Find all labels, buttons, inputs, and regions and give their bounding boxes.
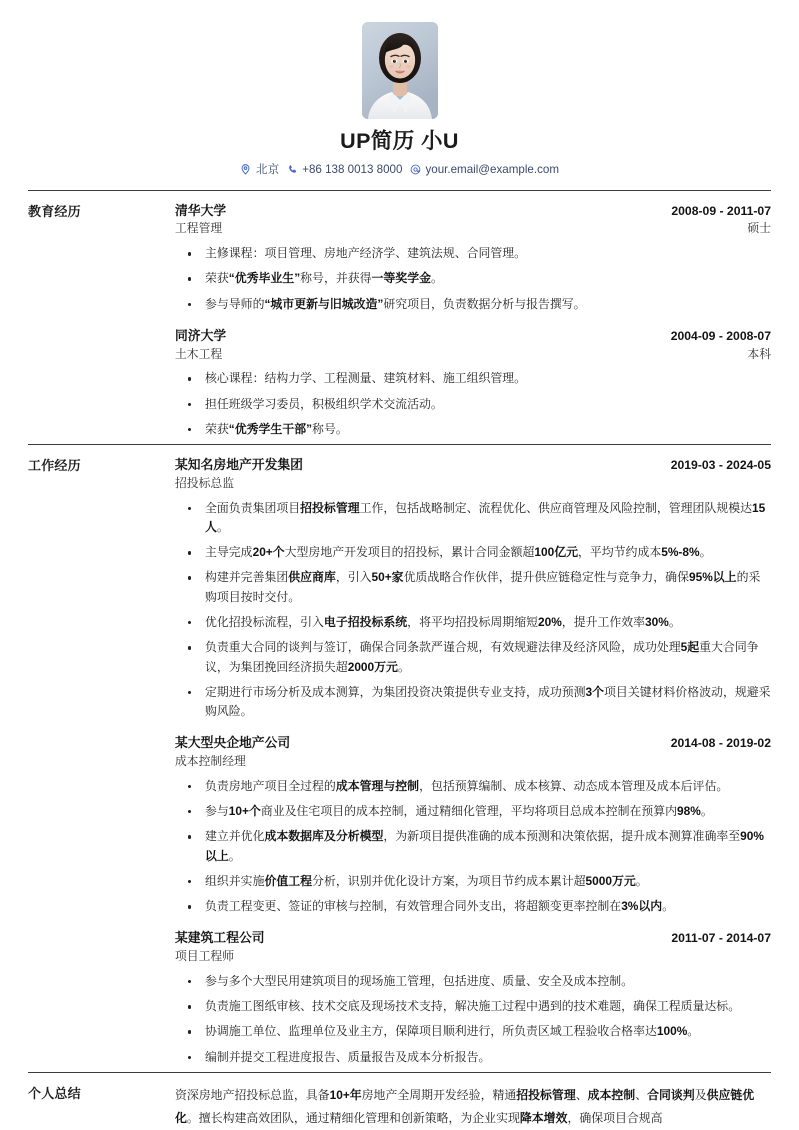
email-at-icon (409, 164, 421, 176)
entry-title-row (175, 202, 771, 221)
section-label: 个人总结 (28, 1085, 81, 1101)
section-body (175, 202, 771, 439)
entry-subtitle-row (175, 753, 771, 771)
entry-bullet-list (175, 499, 771, 722)
entry-date: 2011-07 - 2014-07 (671, 931, 771, 946)
entry-bullet: 核心课程：结构力学、工程测量、建筑材料、施工组织管理。 (175, 369, 771, 388)
section-label: 工作经历 (28, 458, 81, 474)
entry-title: 某大型央企地产公司 (175, 735, 291, 751)
phone-icon (286, 164, 298, 176)
entry-bullet: 组织并实施价值工程分析，识别并优化设计方案，为项目节约成本累计超5000万元。 (175, 872, 771, 891)
section-body (175, 456, 771, 1067)
entry-bullet: 负责房地产项目全过程的成本管理与控制，包括预算编制、成本核算、动态成本管理及成本后评估。 (175, 777, 771, 796)
entry-bullet: 担任班级学习委员，积极组织学术交流活动。 (175, 395, 771, 414)
location-pin-icon (240, 164, 252, 176)
entry-bullet: 荣获“优秀学生干部”称号。 (175, 420, 771, 439)
entry-title-row (175, 734, 771, 753)
resume-section (28, 1072, 771, 1129)
entry-bullet: 优化招投标流程，引入电子招投标系统，将平均招投标周期缩短20%，提升工作效率30%。 (175, 613, 771, 632)
entry-title-row (175, 456, 771, 475)
entry-subtitle-row (175, 220, 771, 238)
entry-bullet: 负责施工图纸审核、技术交底及现场技术支持，解决施工过程中遇到的技术难题，确保工程质量达标。 (175, 997, 771, 1016)
resume-entry (175, 929, 771, 1067)
contact-location (240, 164, 279, 176)
entry-subtitle: 成本控制经理 (175, 754, 246, 769)
contact-phone-text: +86 138 0013 8000 (302, 163, 403, 176)
entry-bullet: 参与10+个商业及住宅项目的成本控制，通过精细化管理，平均将项目总成本控制在预算内98%。 (175, 802, 771, 821)
entry-subtitle-row (175, 948, 771, 966)
entry-subtitle: 土木工程 (175, 346, 223, 361)
section-label: 教育经历 (28, 203, 81, 219)
entry-bullet: 编制并提交工程进度报告、质量报告及成本分析报告。 (175, 1048, 771, 1067)
resume-entry (175, 202, 771, 314)
entry-meta: 硕士 (747, 221, 771, 236)
entry-subtitle-row (175, 475, 771, 493)
entry-bullet: 构建并完善集团供应商库，引入50+家优质战略合作伙伴，提升供应链稳定性与竞争力，确保95%以上的采购项目按时交付。 (175, 568, 771, 607)
entry-bullet: 参与导师的“城市更新与旧城改造”研究项目，负责数据分析与报告撰写。 (175, 295, 771, 314)
resume-sections (28, 190, 771, 1129)
resume-section (28, 444, 771, 1067)
entry-bullet-list (175, 777, 771, 917)
entry-subtitle: 工程管理 (175, 221, 223, 236)
entry-title: 某建筑工程公司 (175, 930, 265, 946)
entry-title: 清华大学 (175, 202, 227, 218)
contact-location-text: 北京 (255, 163, 280, 176)
entry-date: 2014-08 - 2019-02 (670, 736, 771, 751)
contact-email-text: your.email@example.com (425, 163, 560, 176)
profile-photo (362, 22, 438, 119)
candidate-name: UP简历 小U (340, 129, 459, 153)
resume-section (28, 190, 771, 439)
entry-title-row (175, 929, 771, 948)
entry-bullet: 全面负责集团项目招投标管理工作，包括战略制定、流程优化、供应商管理及风险控制，管理团队规模达15人。 (175, 499, 771, 538)
entry-date: 2008-09 - 2011-07 (671, 203, 771, 218)
contact-info-row (28, 164, 771, 176)
contact-phone (286, 164, 402, 176)
entry-bullet-list (175, 244, 771, 314)
contact-email (409, 164, 559, 176)
entry-bullet-list (175, 972, 771, 1067)
entry-title-row (175, 327, 771, 346)
entry-subtitle: 项目工程师 (175, 949, 234, 964)
personal-summary-text: 资深房地产招投标总监，具备10+年房地产全周期开发经验，精通招投标管理、成本控制、合同谈判及供应链优化。擅长构建高效团队，通过精细化管理和创新策略，为企业实现降本增效，确保项目合规高 (175, 1087, 755, 1125)
entry-subtitle-row (175, 346, 771, 364)
profile-photo-illustration (362, 22, 438, 119)
entry-title: 同济大学 (175, 328, 227, 344)
entry-date: 2004-09 - 2008-07 (670, 329, 771, 344)
entry-bullet: 主修课程：项目管理、房地产经济学、建筑法规、合同管理。 (175, 244, 771, 263)
entry-bullet-list (175, 369, 771, 439)
entry-bullet: 主导完成20+个大型房地产开发项目的招投标，累计合同金额超100亿元，平均节约成本5%-8%。 (175, 543, 771, 562)
section-body (175, 1084, 771, 1129)
entry-meta: 本科 (747, 346, 771, 361)
entry-bullet: 定期进行市场分析及成本测算，为集团投资决策提供专业支持，成功预测3个项目关键材料价格波动，规避采购风险。 (175, 683, 771, 722)
entry-bullet: 协调施工单位、监理单位及业主方，保障项目顺利进行，所负责区域工程验收合格率达100%。 (175, 1022, 771, 1041)
entry-bullet: 荣获“优秀毕业生”称号，并获得一等奖学金。 (175, 269, 771, 288)
entry-bullet: 建立并优化成本数据库及分析模型，为新项目提供准确的成本预测和决策依据，提升成本测算准确率至90%以上。 (175, 827, 771, 866)
resume-entry (175, 456, 771, 721)
entry-subtitle: 招投标总监 (175, 475, 234, 490)
entry-bullet: 负责重大合同的谈判与签订，确保合同条款严谨合规，有效规避法律及经济风险，成功处理5起重大合同争议，为集团挽回经济损失超2000万元。 (175, 638, 771, 677)
entry-bullet: 参与多个大型民用建筑项目的现场施工管理，包括进度、质量、安全及成本控制。 (175, 972, 771, 991)
entry-bullet: 负责工程变更、签证的审核与控制，有效管理合同外支出，将超额变更率控制在3%以内。 (175, 897, 771, 916)
resume-entry (175, 734, 771, 916)
entry-title: 某知名房地产开发集团 (175, 457, 303, 473)
resume-header (28, 0, 771, 190)
entry-date: 2019-03 - 2024-05 (670, 458, 771, 473)
resume-entry (175, 327, 771, 439)
